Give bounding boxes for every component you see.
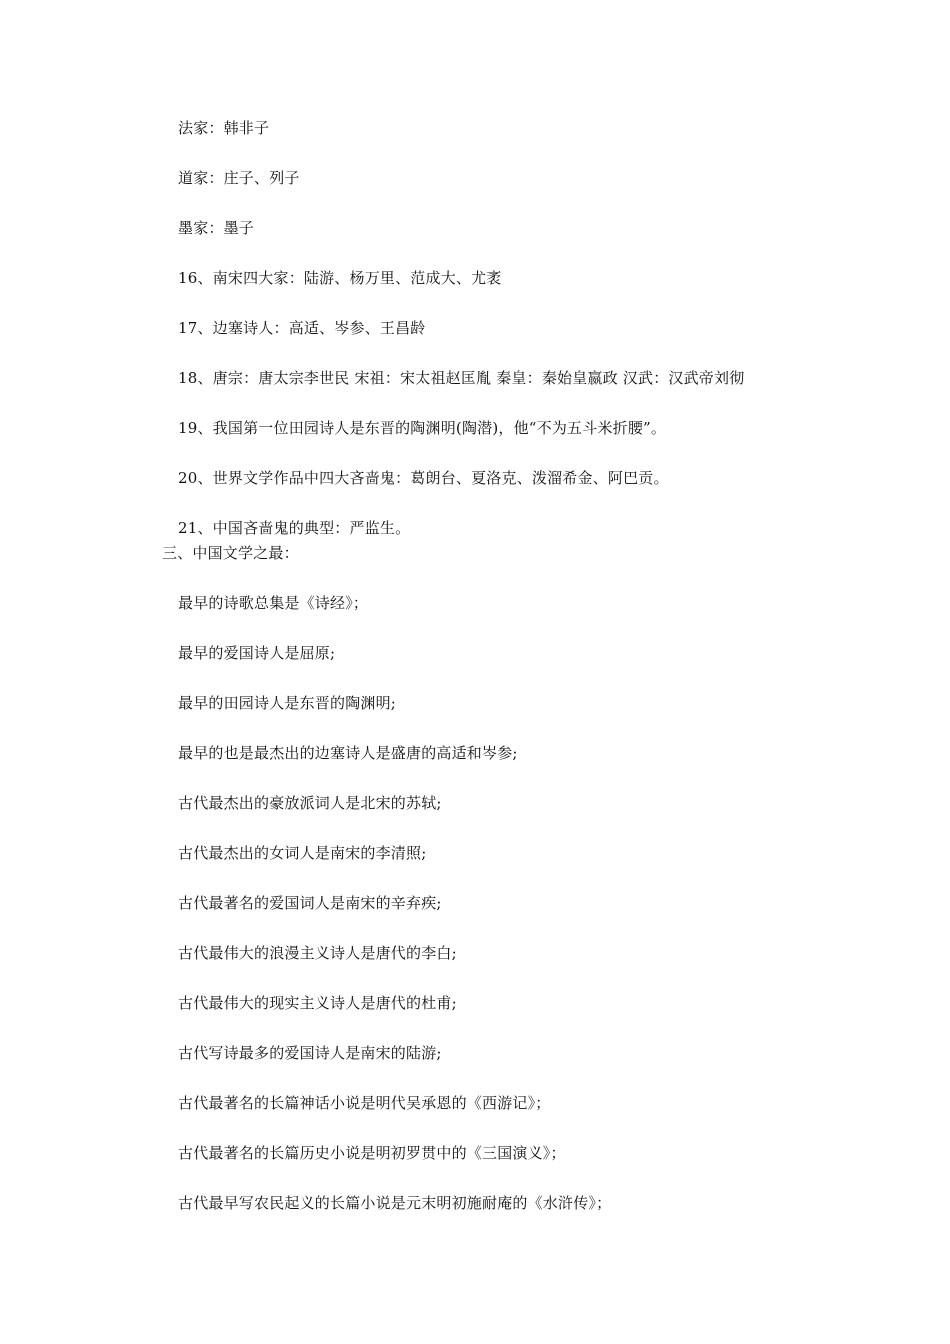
list-item: 古代最著名的长篇历史小说是明初罗贯中的《三国演义》； [178,1144,566,1162]
list-item: 古代最伟大的现实主义诗人是唐代的杜甫; [178,994,457,1012]
text-line-item-21: 21、中国吝啬鬼的典型：严监生。 [178,519,411,537]
list-item: 最早的田园诗人是东晋的陶渊明; [178,694,397,712]
list-item: 古代最杰出的女词人是南宋的李清照; [178,844,427,862]
text-line-taoists: 道家：庄子、列子 [178,169,300,187]
section-heading: 三、中国文学之最： [162,544,299,562]
list-item: 最早的爱国诗人是屈原; [178,644,336,662]
list-item: 古代最伟大的浪漫主义诗人是唐代的李白; [178,944,457,962]
text-line-item-16: 16、南宋四大家：陆游、杨万里、范成大、尤袤 [178,269,502,287]
text-line-legalists: 法家：韩非子 [178,119,270,137]
text-line-item-17: 17、边塞诗人：高适、岑参、王昌龄 [178,319,426,337]
text-line-item-20: 20、世界文学作品中四大吝啬鬼：葛朗台、夏洛克、泼溜希金、阿巴贡。 [178,469,669,487]
list-item: 最早的也是最杰出的边塞诗人是盛唐的高适和岑参; [178,744,518,762]
list-item: 古代最早写农民起义的长篇小说是元末明初施耐庵的《水浒传》； [178,1194,612,1212]
list-item: 古代写诗最多的爱国诗人是南宋的陆游; [178,1044,442,1062]
text-line-item-19: 19、我国第一位田园诗人是东晋的陶渊明(陶潜)，他“不为五斗米折腰”。 [178,419,667,437]
text-line-mohists: 墨家：墨子 [178,219,255,237]
text-line-item-18: 18、唐宗：唐太宗李世民 宋祖：宋太祖赵匡胤 秦皇：秦始皇嬴政 汉武：汉武帝刘彻 [178,369,745,387]
list-item: 最早的诗歌总集是《诗经》； [178,594,369,612]
list-item: 古代最杰出的豪放派词人是北宋的苏轼; [178,794,442,812]
list-item: 古代最著名的长篇神话小说是明代吴承恩的《西游记》； [178,1094,551,1112]
list-item: 古代最著名的爱国词人是南宋的辛弃疾; [178,894,442,912]
